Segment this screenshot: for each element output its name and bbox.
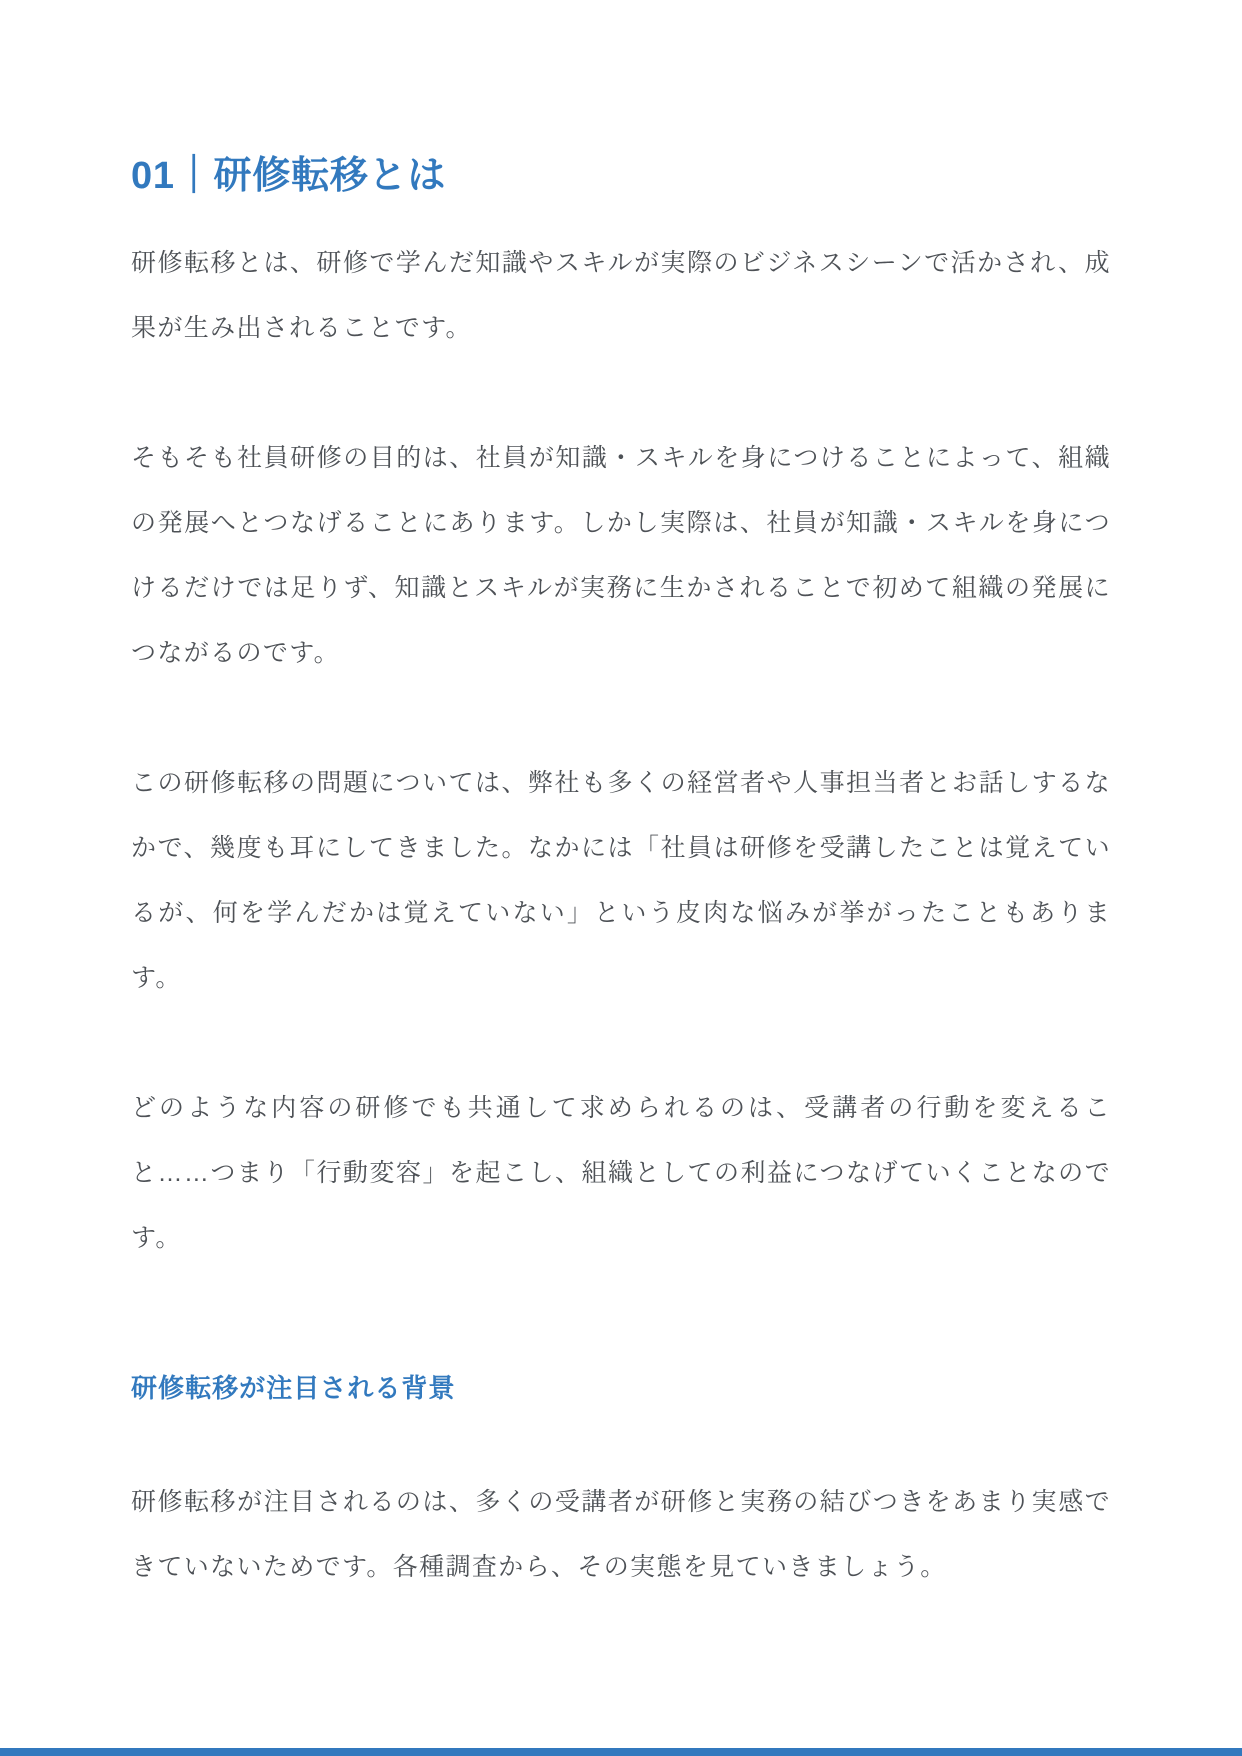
paragraph-intro: 研修転移とは、研修で学んだ知識やスキルが実際のビジネスシーンで活かされ、成果が生み出されることです。 (131, 248, 1111, 342)
paragraph-purpose: そもそも社員研修の目的は、社員が知識・スキルを身につけることによって、組織の発展へとつなげることにあります。しかし実際は、社員が知識・スキルを身につけるだけでは足りず、知識とスキルが実務に生かされることで初めて組織の発展につながるのです。 (131, 443, 1111, 667)
footer-accent-bar (0, 1748, 1242, 1756)
section-heading: 01｜研修転移とは (131, 155, 447, 197)
paragraph-behavior-change: どのような内容の研修でも共通して求められるのは、受講者の行動を変えること……つまり「行動変容」を起こし、組織としての利益につなげていくことなのです。 (131, 1093, 1111, 1252)
paragraph-background: 研修転移が注目されるのは、多くの受講者が研修と実務の結びつきをあまり実感できていないためです。各種調査から、その実態を見ていきましょう。 (131, 1487, 1111, 1581)
paragraph-problem: この研修転移の問題については、弊社も多くの経営者や人事担当者とお話しするなかで、幾度も耳にしてきました。なかには「社員は研修を受講したことは覚えているが、何を学んだかは覚えていない」という皮肉な悩みが挙がったこともあります。 (131, 768, 1111, 992)
subsection-heading: 研修転移が注目される背景 (131, 1372, 456, 1403)
